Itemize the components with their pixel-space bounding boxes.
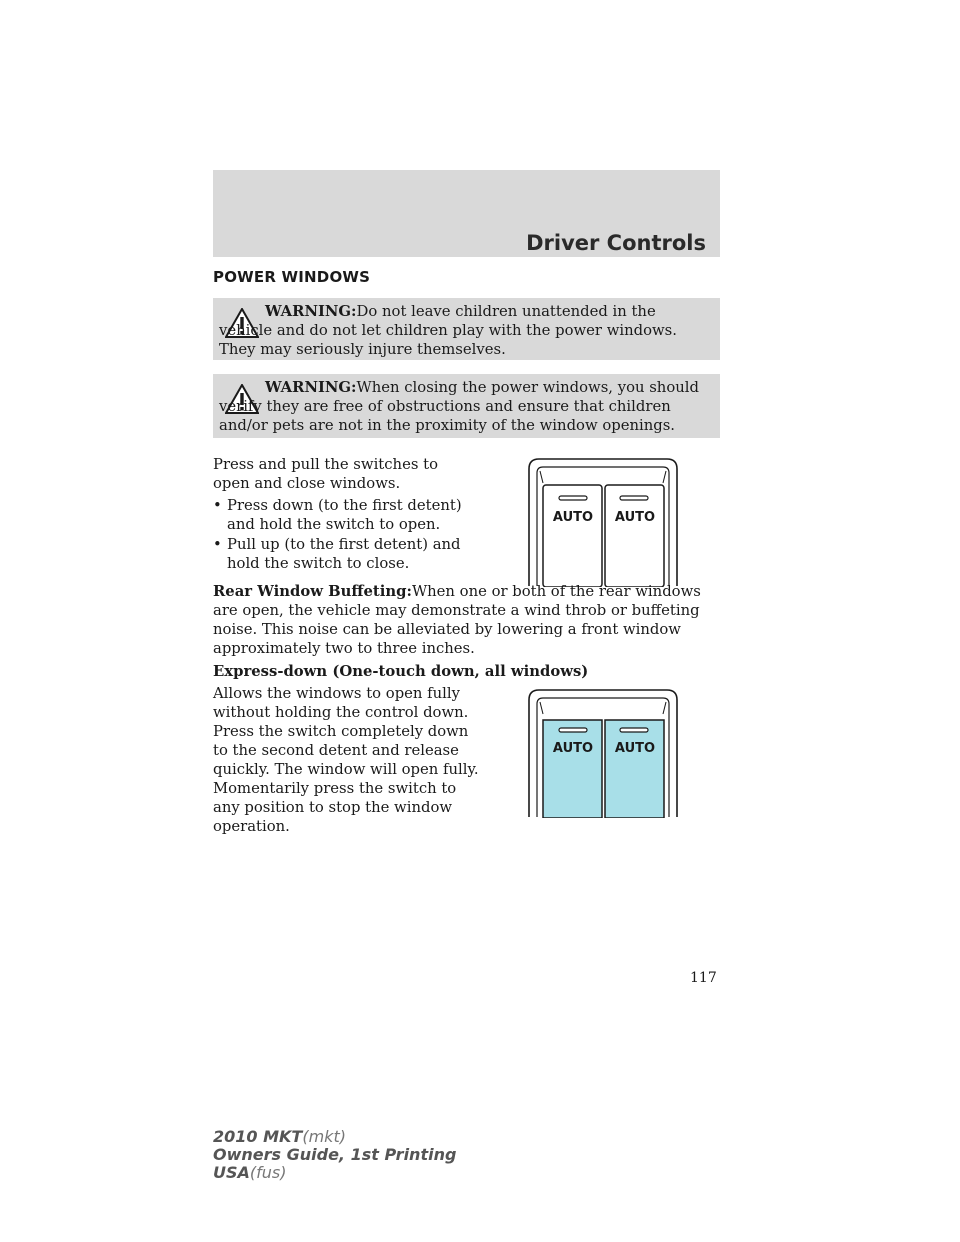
page-title: Driver Controls	[526, 231, 706, 255]
footer-region: USA	[213, 1163, 250, 1182]
bullet-icon: •	[213, 536, 222, 553]
warning-text	[219, 302, 711, 359]
warning-text	[219, 378, 711, 435]
footer-line-1	[213, 1128, 513, 1146]
bullet-icon: •	[213, 497, 222, 514]
warning-label: WARNING:	[265, 303, 357, 320]
header-band	[213, 170, 720, 257]
warning-body: When closing the power windows, you should verify they are free of obstructions and ensure that children and/or pets are not in the proximity of the window openings.	[219, 379, 699, 434]
express-paragraph: Allows the windows to open fully without holding the control down. Press the switch completely down to the second detent and release quickly. The window will open fully. Momentarily press the switch to any position to stop the window operation.	[213, 685, 479, 835]
warning-body: Do not leave children unattended in the vehicle and do not let children play with the power windows. They may seriously injure themselves.	[219, 303, 677, 358]
intro-paragraph: Press and pull the switches to open and close windows.	[213, 456, 438, 492]
section-heading: POWER WINDOWS	[213, 268, 371, 286]
footer-model-code: (mkt)	[302, 1127, 346, 1146]
list-item	[213, 496, 478, 534]
list-item-text: Press down (to the first detent) and hold the switch to open.	[227, 497, 462, 533]
footer	[213, 1128, 513, 1182]
buffeting-paragraph	[213, 582, 723, 658]
buffeting-text: When one or both of the rear windows are open, the vehicle may demonstrate a wind throb or buffeting noise. This noise can be alleviated by lowering a front window approximately two to three inches.	[213, 583, 701, 657]
buffeting-label: Rear Window Buffeting:	[213, 583, 412, 600]
page-number: 117	[690, 970, 717, 986]
footer-line-3	[213, 1164, 513, 1182]
footer-region-code: (fus)	[249, 1163, 287, 1182]
window-switch-illustration	[523, 455, 683, 587]
switch-label-right: AUTO	[614, 741, 656, 756]
footer-model: 2010 MKT	[213, 1127, 303, 1146]
window-switch-pressed-illustration	[523, 686, 683, 818]
switch-label-left: AUTO	[552, 510, 594, 525]
warning-label: WARNING:	[265, 379, 357, 396]
switch-label-right: AUTO	[614, 510, 656, 525]
list-item-text: Pull up (to the first detent) and hold the switch to close.	[227, 536, 461, 572]
express-heading: Express-down (One-touch down, all windows)	[213, 663, 589, 680]
warning-box	[213, 298, 720, 360]
switch-label-left: AUTO	[552, 741, 594, 756]
list-item	[213, 535, 478, 573]
footer-line-2: Owners Guide, 1st Printing	[213, 1145, 457, 1164]
warning-box	[213, 374, 720, 438]
